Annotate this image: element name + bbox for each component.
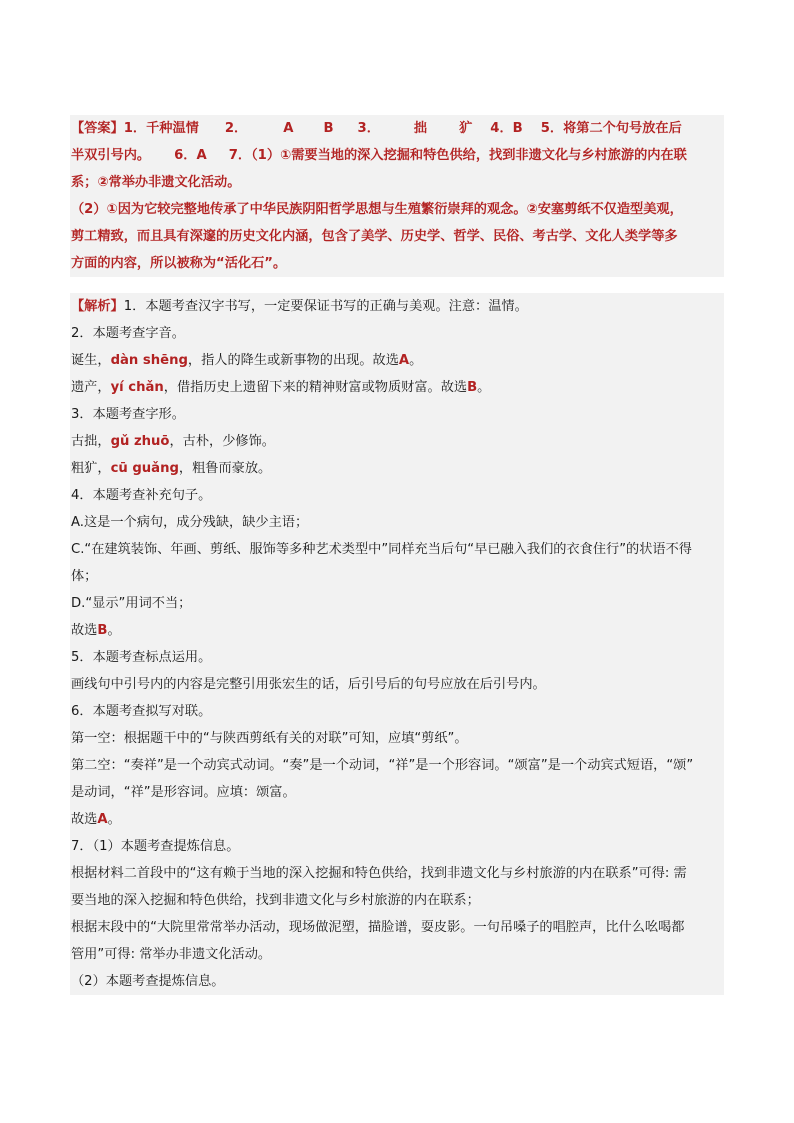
answer-3-label: 3． [357,121,380,136]
analysis-text: 1．本题考查汉字书写，一定要保证书写的正确与美观。注意：温情。 [123,299,528,314]
analysis-line-14: 5．本题考查标点运用。 [71,650,212,665]
analysis-line-3 [70,347,724,374]
pinyin: yí chǎn [110,380,164,395]
analysis-line-2: 2．本题考查字音。 [71,326,185,341]
answer-2-blank-1: A [283,121,294,136]
definition: ，粗鲁而豪放。 [178,461,272,476]
definition: ，借指历史上遗留下来的精神财富或物质财富。故选 [163,380,468,395]
pinyin: cū guǎng [110,461,179,476]
analysis-line-18: 第二空：“奏祥”是一个动宾式动词。“奏”是一个动词，“祥”是一个形容词。“颂富”是一个动宾式短语，“颂” [71,758,694,773]
answer-section [70,115,724,277]
analysis-line-1 [70,293,724,320]
word: 粗犷， [71,461,111,476]
analysis-line-10: C.“在建筑装饰、年画、剪纸、服饰等多种艺术类型中”同样充当后句“早已融入我们的衣食住行”的状语不得 [71,542,692,557]
analysis-line-9: A.这是一个病句，成分残缺，缺少主语； [71,515,309,530]
analysis-line-15: 画线句中引号内的内容是完整引用张宏生的话，后引号后的句号应放在后引号内。 [71,677,546,692]
answer-1: 1．千种温情 [123,121,199,136]
section-gap [70,277,724,293]
analysis-section [70,293,724,995]
answer-line-5: 剪工精致，而且具有深邃的历史文化内涵，包含了美学、历史学、哲学、民俗、考古学、文化人类学等多 [71,229,678,244]
analysis-line-25: 管用”可得: 常举办非遗文化活动。 [71,947,272,962]
analysis-line-17: 第一空：根据题干中的“与陕西剪纸有关的对联”可知，应填“剪纸”。 [71,731,468,746]
punct: 。 [107,812,121,827]
answer-5: 5．将第二个句号放在后 [540,121,682,136]
punct: 。 [107,623,121,638]
analysis-line-16: 6．本题考查拟写对联。 [71,704,212,719]
answer-line-4: （2）①因为它较完整地传承了中华民族阴阳哲学思想与生殖繁衍崇拜的观念。②安塞剪纸不仅造型美观， [71,202,683,217]
analysis-line-12: D.“显示”用词不当； [71,596,192,611]
analysis-line-22: 根据材料二首段中的“这有赖于当地的深入挖掘和特色供给，找到非遗文化与乡村旅游的内在联系”可得: 需 [71,866,687,881]
word: 古拙， [71,434,111,449]
analysis-line-13 [70,617,724,644]
punct: 。 [409,353,423,368]
document-page [70,115,724,995]
answer-line-1 [70,115,724,142]
analysis-line-23: 要当地的深入挖掘和特色供给，找到非遗文化与乡村旅游的内在联系； [71,893,480,908]
analysis-line-20 [70,806,724,833]
word: 诞生， [71,353,111,368]
answer-line-3: 系；②常举办非遗文化活动。 [71,175,241,190]
answer-5-cont: 半双引号内。 [71,148,151,163]
answer-3-blank-1: 拙 [413,121,428,136]
definition: ，指人的降生或新事物的出现。故选 [187,353,399,368]
answer-tag: 【答案】 [71,121,124,136]
answer-line-6: 方面的内容，所以被称为“活化石”。 [71,256,287,271]
punct: 。 [477,380,491,395]
analysis-line-6 [70,428,724,455]
analysis-line-8: 4．本题考查补充句子。 [71,488,212,503]
analysis-line-19: 是动词，“祥”是形容词。应填：颂富。 [71,785,296,800]
answer-7-label: 7．（1） [228,148,281,163]
analysis-line-7 [70,455,724,482]
answer-4: 4．B [490,121,523,136]
answer-line-2 [70,142,724,169]
analysis-line-26: （2）本题考查提炼信息。 [71,974,225,989]
analysis-line-21: 7．（1）本题考查提炼信息。 [71,839,240,854]
analysis-line-24: 根据末段中的“大院里常常举办活动，现场做泥塑，描脸谱，耍皮影。一句吊嗓子的唱腔声，比什么吆喝都 [71,920,685,935]
pinyin: dàn shēng [110,353,188,368]
choice-letter: B [467,380,478,395]
answer-2-blank-2: B [323,121,334,136]
analysis-line-4 [70,374,724,401]
choice-letter: A [97,812,108,827]
pinyin: gǔ zhuō [110,434,170,449]
choice-letter: B [97,623,108,638]
analysis-line-5: 3．本题考查字形。 [71,407,185,422]
text: 故选 [71,623,98,638]
word: 遗产， [71,380,111,395]
answer-6: 6．A [174,148,207,163]
answer-2-label: 2． [224,121,248,136]
analysis-tag: 【解析】 [71,299,124,314]
definition: ，古朴，少修饰。 [169,434,275,449]
answer-7-1: ①需要当地的深入挖掘和特色供给，找到非遗文化与乡村旅游的内在联 [280,148,687,163]
choice-letter: A [398,353,410,368]
analysis-line-11: 体； [71,569,98,584]
text: 故选 [71,812,98,827]
answer-3-blank-2: 犷 [459,121,473,136]
